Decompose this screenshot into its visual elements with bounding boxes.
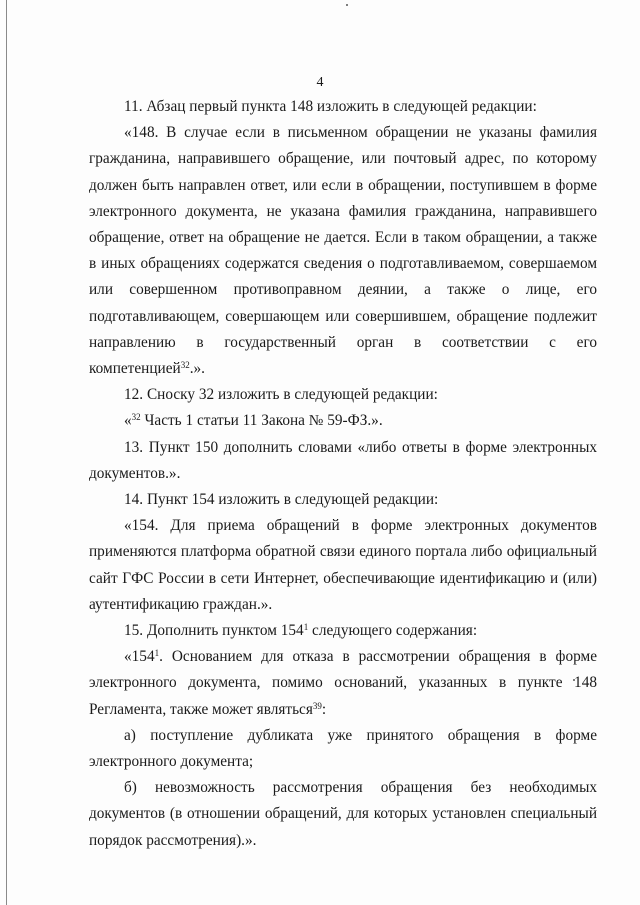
- paragraph-item-11: 11. Абзац первый пункта 148 изложить в следующей редакции:: [124, 98, 537, 115]
- paragraph-subitem-b: б) невозможность рассмотрения обращения без необходимых документов (в отношении обращений, для которых установлен специальный порядок рассмотрения).».: [89, 779, 597, 849]
- document-body: [89, 94, 597, 854]
- paragraph-item-12: 12. Сноску 32 изложить в следующей редакции:: [124, 386, 438, 404]
- paragraph-item-14: 14. Пункт 154 изложить в следующей редакции:: [124, 491, 439, 509]
- scan-speck: [346, 4, 348, 6]
- paragraph-quote-148: «148. В случае если в письменном обращении не указаны фамилия гражданина, направившего обращение, или почтовый адрес, по которому должен быть направлен ответ, или если в обращении, поступившем в форме электронного документа, не указана фамилия гражданина, направившего обращение, ответ на обращение не дается. Если в таком обращении, а также в иных обращениях содержатся сведения о подготавливаемом, совершаемом или совершенном противоправном деянии, а также о лице, его подготавливающем, совершающем или совершившем, обращение подлежит направлению в государственный орган в соответствии с его компетенцией$^{32}$.».: [89, 124, 597, 378]
- paragraph-item-13: 13. Пункт 150 дополнить словами «либо ответы в форме электронных документов.».: [89, 438, 597, 482]
- scan-edge-line: [6, 0, 7, 905]
- footnote-ref: 39: [312, 700, 322, 711]
- page-number: 4: [316, 75, 324, 90]
- superscript: 1: [154, 648, 160, 659]
- paragraph-footnote-32: «$^{32}$ Часть 1 статьи 11 Закона № 59-ФЗ.».: [124, 412, 383, 430]
- footnote-ref: 32: [131, 412, 141, 423]
- paragraph-item-15: 15. Дополнить пунктом $154^1$ следующего содержания:: [124, 622, 478, 640]
- paragraph-quote-154-1: «$154^1$. Основанием для отказа в рассмотрении обращения в форме электронного документа, помимо оснований, указанных в пункте 148 Регламента, также может являться$^{39}$:: [89, 648, 597, 718]
- paragraph-quote-154: «154. Для приема обращений в форме электронных документов применяются платформа обратной связи единого портала либо официальный сайт ГФС России в сети Интернет, обеспечивающие идентификацию и (или) аутентификацию граждан.».: [89, 517, 597, 613]
- footnote-ref: 32: [180, 360, 190, 371]
- superscript: 1: [303, 622, 309, 633]
- paragraph-subitem-a: а) поступление дубликата уже принятого обращения в форме электронного документа;: [89, 726, 597, 771]
